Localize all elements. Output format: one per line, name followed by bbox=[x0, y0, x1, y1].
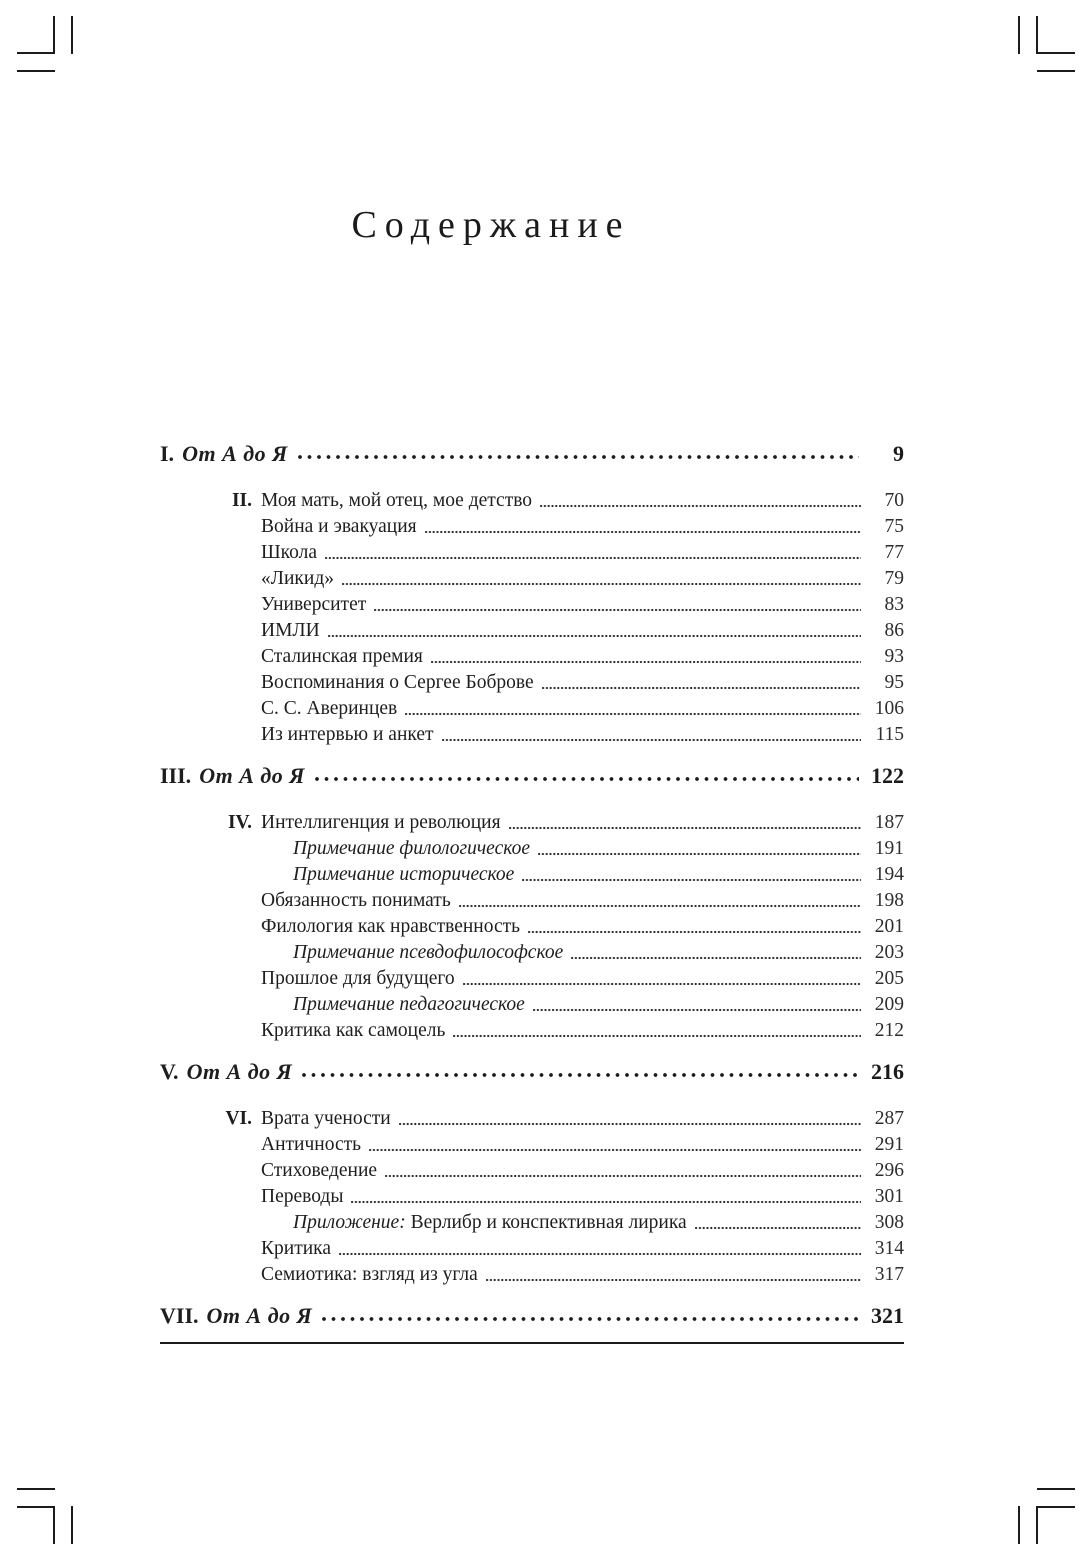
toc-entry bbox=[160, 1184, 904, 1210]
toc-entry bbox=[160, 1302, 904, 1329]
toc-entry-title: ИМЛИ bbox=[261, 620, 320, 641]
toc-entry bbox=[160, 696, 904, 722]
toc-entry-title: Примечание филологическое bbox=[293, 838, 531, 859]
dot-leader bbox=[374, 608, 861, 612]
toc-entry-page: 95 bbox=[884, 672, 904, 693]
dot-leader bbox=[522, 878, 861, 882]
dot-leader bbox=[328, 634, 861, 638]
toc-entry-title: Примечание педагогическое bbox=[293, 994, 525, 1015]
toc-entry bbox=[160, 940, 904, 966]
toc-entry-numeral: I. bbox=[160, 441, 175, 466]
toc-entry-title: Война и эвакуация bbox=[261, 516, 417, 537]
toc-entry bbox=[160, 1210, 904, 1236]
toc-entry-title: Приложение: Верлибр и конспективная лирика bbox=[293, 1212, 687, 1233]
toc-entry-title: Прошлое для будущего bbox=[261, 968, 455, 989]
toc-entry-numeral: IV. bbox=[227, 812, 252, 833]
dot-leader bbox=[540, 504, 861, 508]
toc-entry bbox=[160, 1058, 904, 1085]
toc-entry-page: 106 bbox=[874, 698, 904, 719]
toc-entry-title: Обязанность понимать bbox=[261, 890, 451, 911]
toc-entry-prefix: Приложение: bbox=[293, 1212, 411, 1233]
toc-entry-title: Античность bbox=[261, 1134, 362, 1155]
toc-list bbox=[160, 426, 904, 1350]
toc-entry-title: Школа bbox=[261, 542, 318, 563]
toc-entry-page: 321 bbox=[871, 1303, 904, 1328]
toc-entry-numeral: V. bbox=[160, 1059, 179, 1084]
toc-entry-page: 314 bbox=[874, 1238, 904, 1259]
toc-entry-title: Интеллигенция и революция bbox=[261, 812, 501, 833]
toc-entry-numeral: III. bbox=[160, 763, 192, 788]
dot-leader bbox=[538, 852, 861, 856]
toc-entry bbox=[160, 1158, 904, 1184]
toc-entry-numeral: VII. bbox=[160, 1303, 199, 1328]
dot-leader bbox=[425, 530, 861, 534]
toc-entry-title: Семиотика: взгляд из угла bbox=[261, 1264, 478, 1285]
toc-entry bbox=[160, 966, 904, 992]
dot-leader bbox=[571, 956, 861, 960]
dot-leader bbox=[342, 582, 861, 586]
toc-entry-numeral: VI. bbox=[225, 1108, 252, 1129]
dot-leader bbox=[298, 454, 859, 460]
toc-entry-title: Сталинская премия bbox=[261, 646, 423, 667]
toc-entry-title: Переводы bbox=[261, 1186, 344, 1207]
toc-entry-page: 191 bbox=[874, 838, 904, 859]
toc-entry-title: «Ликид» bbox=[261, 568, 334, 589]
toc-entry-title: Из интервью и анкет bbox=[261, 724, 434, 745]
toc-entry bbox=[160, 810, 904, 836]
toc-entry-page: 201 bbox=[874, 916, 904, 937]
dot-leader bbox=[385, 1174, 861, 1178]
dot-leader bbox=[431, 660, 861, 664]
toc-entry-page: 77 bbox=[884, 542, 904, 563]
toc-entry bbox=[160, 1106, 904, 1132]
toc-entry bbox=[160, 722, 904, 748]
toc-entry bbox=[160, 488, 904, 514]
toc-entry-page: 209 bbox=[874, 994, 904, 1015]
dot-leader bbox=[339, 1252, 861, 1256]
toc-entry-page: 287 bbox=[874, 1108, 904, 1129]
dot-leader bbox=[695, 1226, 861, 1230]
toc-entry-title: От А до Я bbox=[199, 763, 305, 788]
toc-entry bbox=[160, 914, 904, 940]
toc-entry bbox=[160, 514, 904, 540]
toc-entry-title: Воспоминания о Сергее Боброве bbox=[261, 672, 534, 693]
toc-entry-title: Филология как нравственность bbox=[261, 916, 521, 937]
dot-leader bbox=[509, 826, 861, 830]
toc-entry-page: 115 bbox=[875, 724, 904, 745]
toc-entry-title: От А до Я bbox=[206, 1303, 313, 1328]
toc-entry bbox=[160, 618, 904, 644]
toc-entry-numeral: II. bbox=[231, 490, 252, 511]
toc-entry-page: 317 bbox=[874, 1264, 904, 1285]
toc-entry-page: 83 bbox=[884, 594, 904, 615]
toc-entry-title: От А до Я bbox=[182, 441, 288, 466]
toc-entry-page: 198 bbox=[874, 890, 904, 911]
toc-entry-title: Университет bbox=[261, 594, 367, 615]
toc-entry-page: 194 bbox=[874, 864, 904, 885]
toc-entry-page: 70 bbox=[884, 490, 904, 511]
toc-entry-title: От А до Я bbox=[186, 1059, 293, 1084]
footer-rule bbox=[160, 1342, 904, 1344]
toc-entry bbox=[160, 836, 904, 862]
toc-entry-page: 75 bbox=[884, 516, 904, 537]
toc-entry-title: Врата учености bbox=[261, 1108, 391, 1129]
toc-entry-title: Примечание историческое bbox=[293, 864, 515, 885]
toc-entry bbox=[160, 862, 904, 888]
toc-entry-title: Стиховедение bbox=[261, 1160, 378, 1181]
dot-leader bbox=[528, 930, 861, 934]
toc-entry-page: 301 bbox=[874, 1186, 904, 1207]
dot-leader bbox=[399, 1122, 861, 1126]
toc-entry bbox=[160, 992, 904, 1018]
toc-entry bbox=[160, 1236, 904, 1262]
toc-entry-page: 216 bbox=[871, 1059, 904, 1084]
toc-entry bbox=[160, 888, 904, 914]
toc-entry bbox=[160, 540, 904, 566]
dot-leader bbox=[315, 776, 859, 782]
toc-entry-page: 93 bbox=[884, 646, 904, 667]
toc-entry-title: С. С. Аверинцев bbox=[261, 698, 398, 719]
dot-leader bbox=[463, 982, 861, 986]
toc-entry bbox=[160, 1018, 904, 1044]
dot-leader bbox=[325, 556, 861, 560]
toc-entry-page: 203 bbox=[874, 942, 904, 963]
toc-entry-page: 187 bbox=[874, 812, 904, 833]
toc-entry-page: 205 bbox=[874, 968, 904, 989]
dot-leader bbox=[322, 1316, 859, 1322]
toc-entry bbox=[160, 1262, 904, 1288]
toc-entry-title: Критика bbox=[261, 1238, 331, 1259]
dot-leader bbox=[369, 1148, 861, 1152]
toc-entry bbox=[160, 566, 904, 592]
toc-entry bbox=[160, 762, 904, 789]
toc-entry-page: 122 bbox=[871, 763, 904, 788]
toc-entry bbox=[160, 1132, 904, 1158]
toc-entry-page: 79 bbox=[884, 568, 904, 589]
toc-entry bbox=[160, 644, 904, 670]
toc-entry-title: Примечание псевдофилософское bbox=[293, 942, 564, 963]
dot-leader bbox=[405, 712, 861, 716]
toc-entry-page: 296 bbox=[874, 1160, 904, 1181]
dot-leader bbox=[486, 1278, 861, 1282]
dot-leader bbox=[453, 1034, 861, 1038]
dot-leader bbox=[459, 904, 861, 908]
page-title: Содержание bbox=[351, 204, 631, 246]
toc-entry-page: 291 bbox=[874, 1134, 904, 1155]
dot-leader bbox=[302, 1072, 859, 1078]
toc-entry-page: 212 bbox=[874, 1020, 904, 1041]
toc-entry-page: 86 bbox=[884, 620, 904, 641]
dot-leader bbox=[542, 686, 861, 690]
toc-entry bbox=[160, 670, 904, 696]
toc-entry-page: 308 bbox=[874, 1212, 904, 1233]
toc-entry bbox=[160, 592, 904, 618]
dot-leader bbox=[442, 738, 861, 742]
toc-entry-title: Критика как самоцель bbox=[261, 1020, 446, 1041]
dot-leader bbox=[351, 1200, 861, 1204]
toc-entry bbox=[160, 440, 904, 467]
dot-leader bbox=[533, 1008, 861, 1012]
toc-entry-page: 9 bbox=[893, 441, 904, 466]
toc-entry-title: Моя мать, мой отец, мое детство bbox=[261, 490, 533, 511]
